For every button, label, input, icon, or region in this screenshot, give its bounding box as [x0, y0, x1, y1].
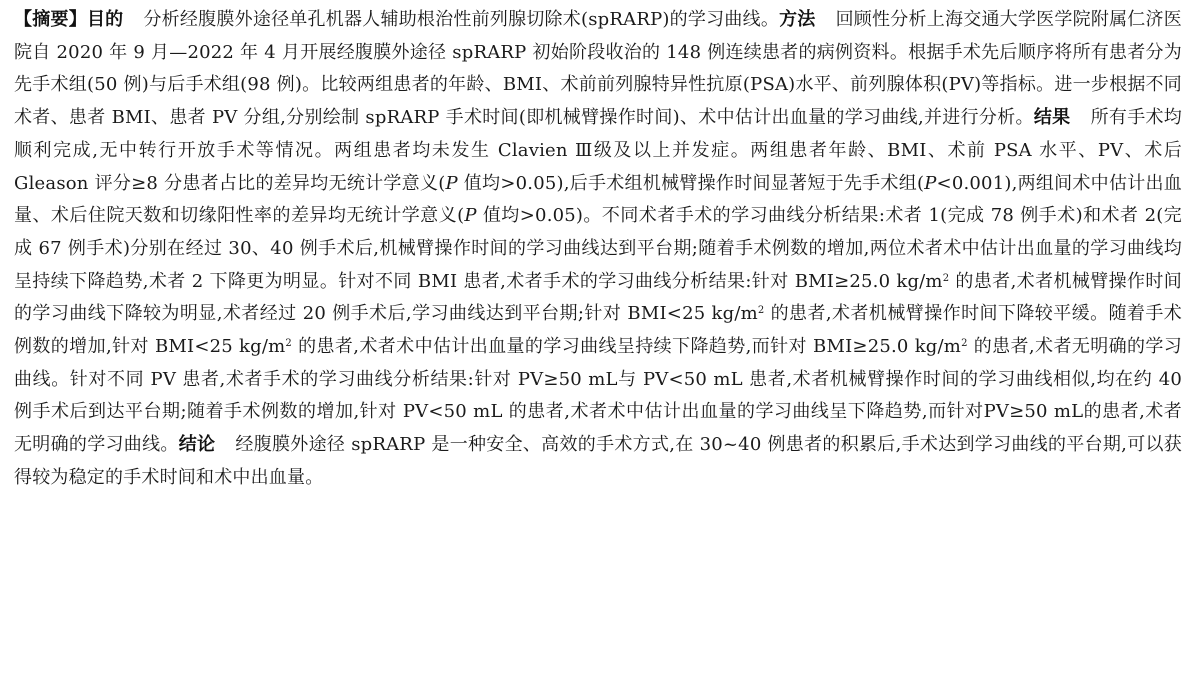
results-heading: 结果: [1033, 107, 1071, 129]
results-text-8: 的患者,术者无明确的学习曲线。针对不同 PV 患者,术者手术的学习曲线分析结果:针对 PV≥50 mL与 PV<50 mL 患者,术者机械臂操作时间的学习曲线相似,均在约 40 例手术后到达平台期;随着手术例数的增加,针对 PV<50 mL 的患者,术者术中估计出血量的学习曲线呈下降趋势,而针对PV≥50 mL的患者,术者无明确的学习曲线。: [14, 336, 1183, 456]
results-text-1: 所有手术均顺利完成,无中转行开放手术等情况。两组患者均未发生 Clavien Ⅲ级及以上并发症。两组患者年龄、BMI、术前 PSA 水平、PV、术后 Gleason 评分≥8 分患者占比的差异均无统计学意义(: [14, 107, 1183, 194]
superscript-2: 2: [757, 305, 765, 317]
p-value-symbol: P: [924, 172, 937, 194]
methods-text: 回顾性分析上海交通大学医学院附属仁济医院自 2020 年 9 月—2022 年 4 月开展经腹膜外途径 spRARP 初始阶段收治的 148 例连续患者的病例资料。根据手术先后顺序将所有患者分为先手术组(50 例)与后手术组(98 例)。比较两组患者的年龄、BMI、术前前列腺特异性抗原(PSA)水平、前列腺体积(PV)等指标。进一步根据不同术者、患者 BMI、患者 PV 分组,分别绘制 spRARP 手术时间(即机械臂操作时间)、术中估计出血量的学习曲线,并进行分析。: [14, 9, 1182, 129]
p-value-symbol: P: [445, 172, 458, 194]
results-text-2: 值均>0.05),后手术组机械臂操作时间显著短于先手术组(: [457, 172, 925, 194]
superscript-2: 2: [961, 338, 968, 350]
results-text-6: 的患者,术者机械臂操作时间下降较平缓。随着手术例数的增加,针对 BMI<25 kg/m: [14, 303, 1182, 358]
objective-text: 分析经腹膜外途径单孔机器人辅助根治性前列腺切除术(spRARP)的学习曲线。: [143, 9, 780, 30]
results-text-7: 的患者,术者术中估计出血量的学习曲线呈持续下降趋势,而针对 BMI≥25.0 kg/m: [291, 336, 962, 358]
methods-heading: 方法: [779, 9, 816, 30]
abstract-paragraph: [14, 4, 1182, 495]
objective-heading: 目的: [86, 9, 124, 30]
results-text-4: 值均>0.05)。不同术者手术的学习曲线分析结果:术者 1(完成 78 例手术)和术者 2(完成 67 例手术)分别在经过 30、40 例手术后,机械臂操作时间的学习曲线达到平台期;随着手术例数的增加,两位术者术中估计出血量的学习曲线均呈持续下降趋势,术者 2 下降更为明显。针对不同 BMI 患者,术者手术的学习曲线分析结果:针对 BMI≥25.0 kg/m: [14, 205, 1182, 292]
superscript-2: 2: [285, 338, 292, 350]
conclusion-heading: 结论: [178, 434, 216, 456]
p-value-symbol: P: [464, 205, 477, 227]
conclusion-text: 经腹膜外途径 spRARP 是一种安全、高效的手术方式,在 30~40 例患者的积累后,手术达到学习曲线的平台期,可以获得较为稳定的手术时间和术中出血量。: [14, 434, 1182, 488]
superscript-2: 2: [942, 272, 950, 284]
results-text-5: 的患者,术者机械臂操作时间的学习曲线下降较为明显,术者经过 20 例手术后,学习曲线达到平台期;针对 BMI<25 kg/m: [14, 270, 1182, 325]
results-text-3: <0.001),两组间术中估计出血量、术后住院天数和切缘阳性率的差异均无统计学意义(: [14, 172, 1182, 227]
abstract-label: 【摘要】: [14, 9, 87, 30]
